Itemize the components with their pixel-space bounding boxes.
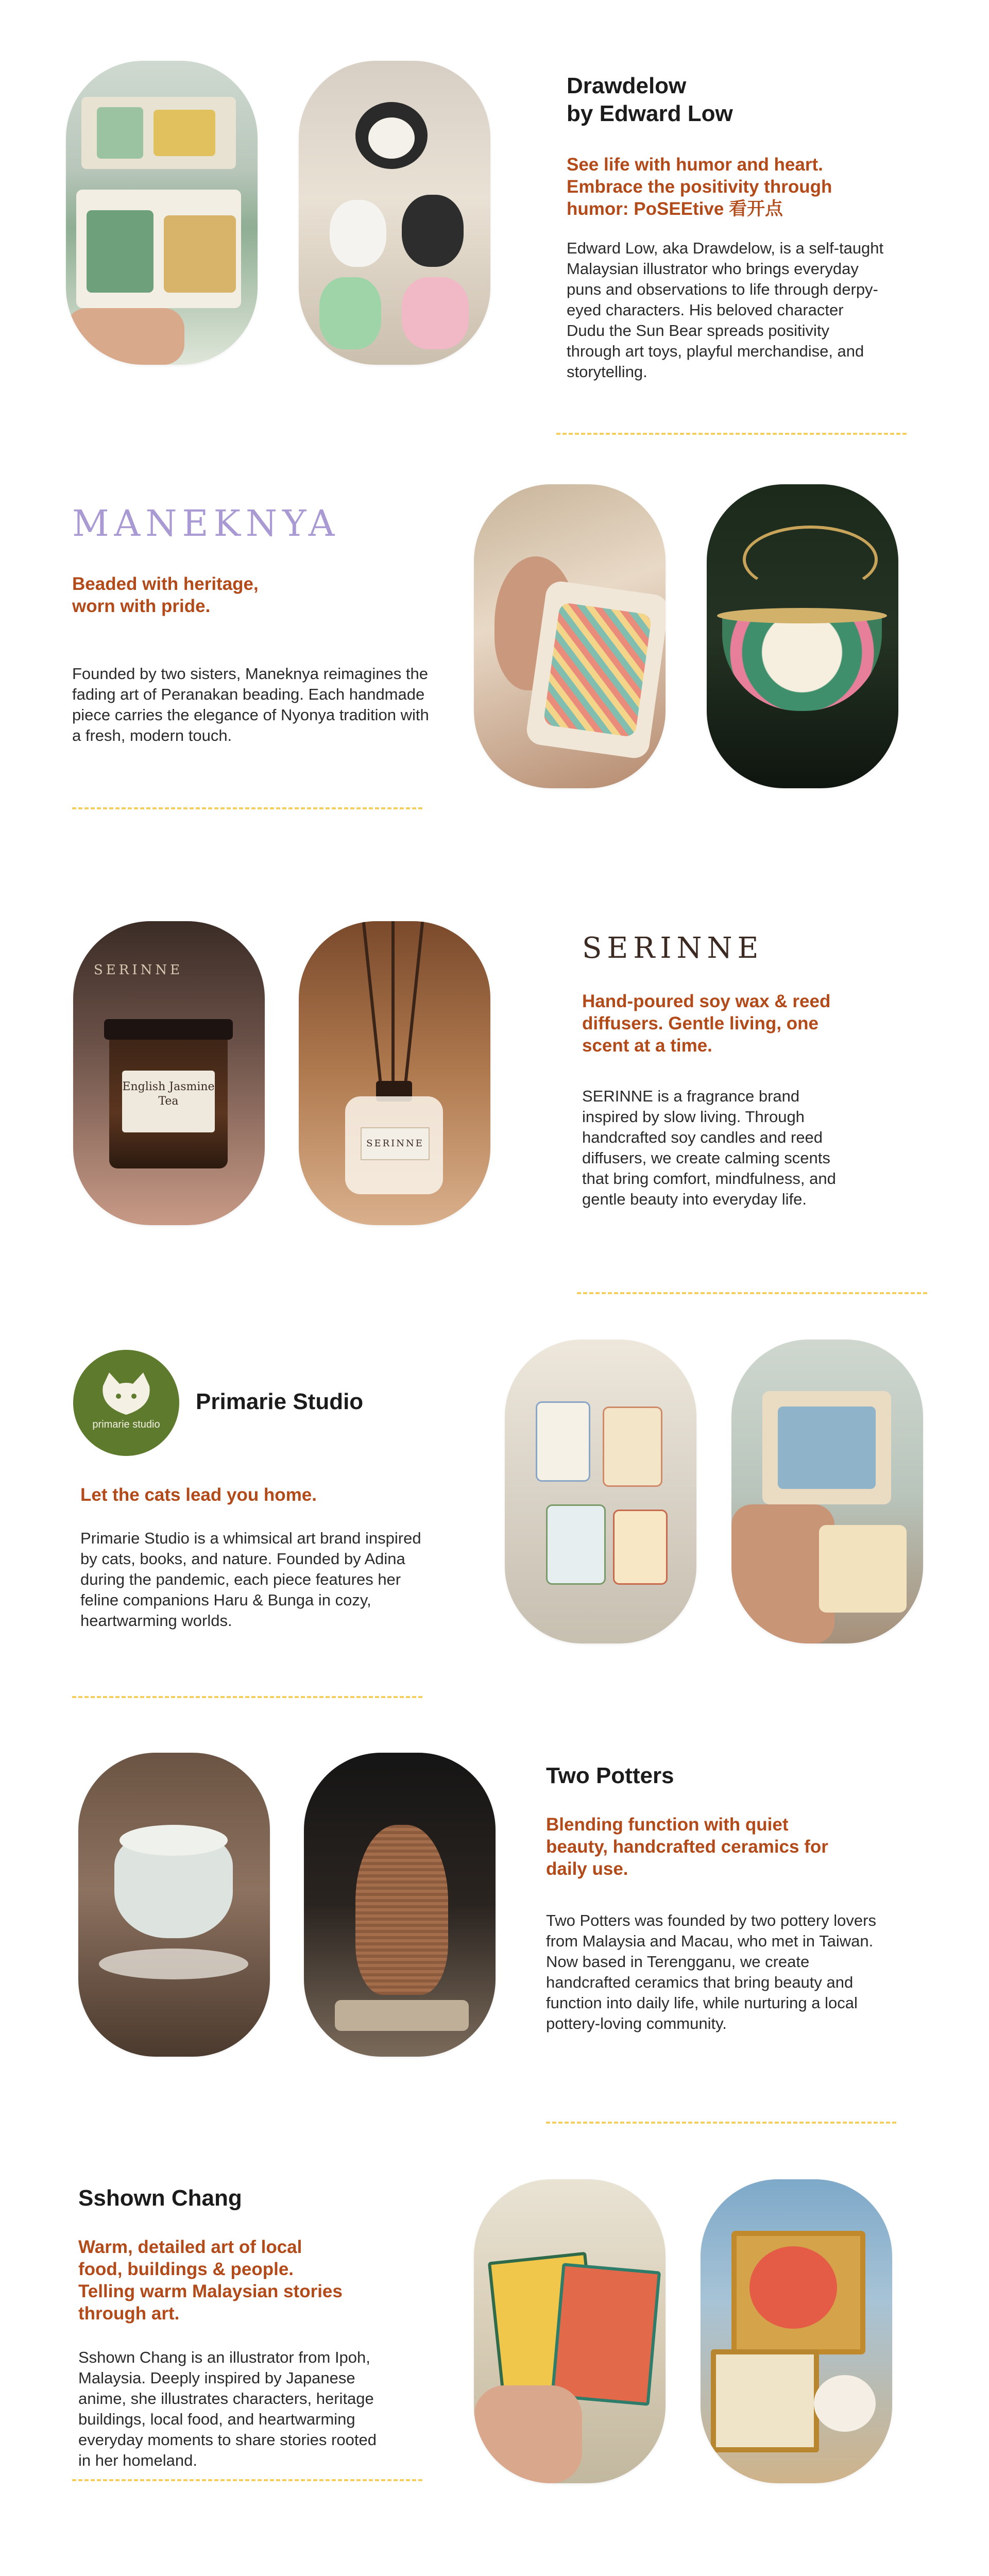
primarie-photo-2 (731, 1340, 923, 1643)
drawdelow-title (567, 72, 733, 128)
divider (556, 433, 907, 435)
serinne-wall-text: SERINNE (94, 962, 183, 978)
drawdelow-description: Edward Low, aka Drawdelow, is a self-taught Malaysian illustrator who brings everyday puns and observations to life through derpy-eyed characters. His beloved character Dudu the Sun Bear spreads positivity through art toys, playful merchandise, and storytelling. (567, 239, 884, 381)
divider (546, 2122, 896, 2124)
sshown-chang-photo-2 (701, 2179, 892, 2483)
maneknya-tagline: Beaded with heritage, worn with pride. (72, 574, 259, 616)
primarie-photo-1 (505, 1340, 696, 1643)
maneknya-photo-1 (474, 484, 666, 788)
serinne-jar-label: English Jasmine Tea (122, 1071, 215, 1132)
drawdelow-tagline: See life with humor and heart. Embrace the positivity through humor: PoSEEtive 看开点 (567, 155, 832, 219)
maneknya-photo-2 (707, 484, 898, 788)
sshown-chang-title: Sshown Chang (78, 2185, 242, 2211)
brand-name: Drawdelow (567, 73, 687, 98)
serinne-photo-1 (73, 921, 265, 1225)
two-potters-description: Two Potters was founded by two pottery lovers from Malaysia and Macau, who met in Taiwan. Now based in Terengganu, we create handcrafted ceramics that bring beauty and function into daily life, while nurturing a local pottery-loving community. (546, 1911, 876, 2032)
sshown-chang-tagline: Warm, detailed art of local food, buildings & people. Telling warm Malaysian stories through art. (78, 2237, 343, 2324)
serinne-description: SERINNE is a fragrance brand inspired by slow living. Through handcrafted soy candles and reed diffusers, we create calming scents that bring comfort, mindfulness, and gentle beauty into everyday life. (582, 1087, 836, 1208)
maneknya-logo: MANEKNYA (72, 502, 340, 545)
primarie-logo-text: primarie studio (92, 1419, 160, 1430)
maneknya-description: Founded by two sisters, Maneknya reimagines the fading art of Peranakan beading. Each handmade piece carries the elegance of Nyonya tradition with a fresh, modern touch. (72, 665, 429, 744)
serinne-bottle-label: SERINNE (361, 1127, 430, 1160)
drawdelow-photo-2 (299, 61, 490, 365)
two-potters-photo-1 (78, 1753, 270, 2057)
serinne-tagline: Hand-poured soy wax & reed diffusers. Gentle living, one scent at a time. (582, 991, 831, 1056)
primarie-title: Primarie Studio (196, 1389, 364, 1414)
divider (72, 1696, 422, 1698)
two-potters-title: Two Potters (546, 1763, 674, 1788)
sshown-chang-photo-1 (474, 2179, 666, 2483)
divider (72, 2479, 422, 2481)
primarie-logo-badge (73, 1350, 179, 1456)
cat-icon (99, 1370, 154, 1417)
serinne-logo: SERINNE (582, 931, 764, 965)
serinne-photo-2 (299, 921, 490, 1225)
drawdelow-photo-1 (66, 61, 258, 365)
two-potters-photo-2 (304, 1753, 496, 2057)
primarie-description: Primarie Studio is a whimsical art brand inspired by cats, books, and nature. Founded by Adina during the pandemic, each piece features her feline companions Haru & Bunga in cozy, heartwarming worlds. (80, 1529, 421, 1630)
divider (577, 1292, 927, 1294)
sshown-chang-description: Sshown Chang is an illustrator from Ipoh, Malaysia. Deeply inspired by Japanese anime, she illustrates characters, heritage buildings, local food, and heartwarming everyday moments to share stories rooted in her homeland. (78, 2348, 377, 2469)
brand-subname: by Edward Low (567, 101, 733, 126)
two-potters-tagline: Blending function with quiet beauty, handcrafted ceramics for daily use. (546, 1815, 828, 1879)
primarie-tagline: Let the cats lead you home. (80, 1485, 317, 1505)
divider (72, 807, 422, 809)
